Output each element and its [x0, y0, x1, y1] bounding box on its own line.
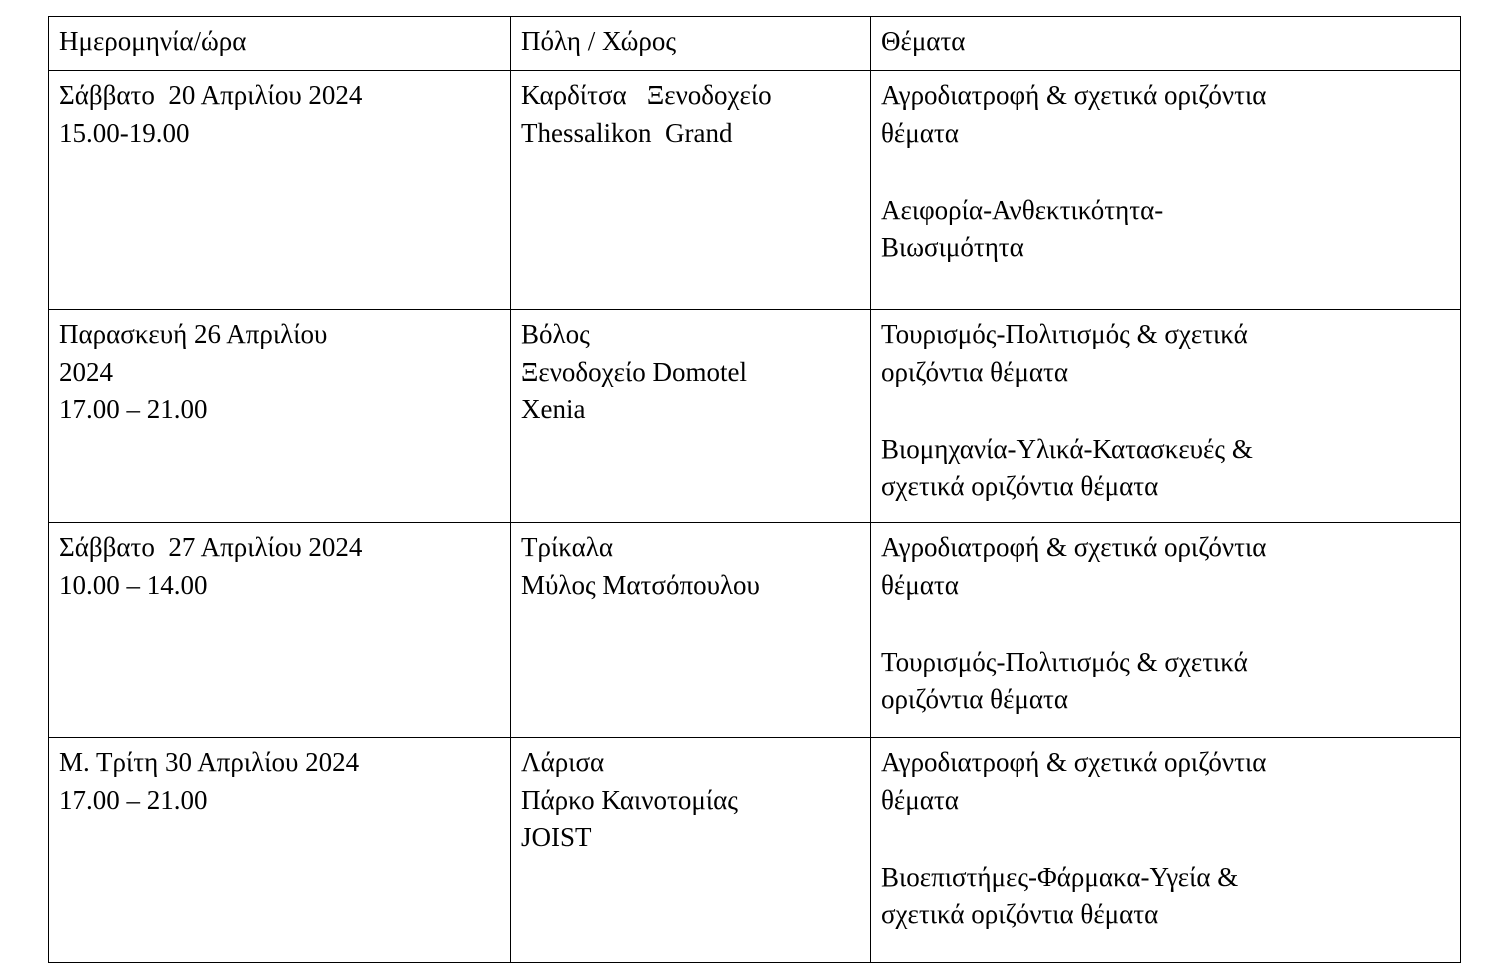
cell-place — [511, 738, 871, 963]
cell-date — [49, 310, 511, 523]
time-line: 15.00-19.00 — [59, 117, 190, 148]
topic-line: Αγροδιατροφή & σχετικά οριζόντια — [881, 80, 1267, 111]
topic-item — [881, 644, 1450, 719]
place-line: JOIST — [521, 821, 592, 852]
column-header-date: Ημερομηνία/ώρα — [49, 17, 511, 71]
cell-place — [511, 523, 871, 738]
topic-spacer — [881, 391, 1450, 431]
topic-item — [881, 744, 1450, 819]
topic-line: οριζόντια θέματα — [881, 356, 1069, 387]
topic-line: Βιοεπιστήμες-Φάρμακα-Υγεία & — [881, 861, 1239, 892]
table-header-row — [49, 17, 1461, 71]
cell-topics — [871, 523, 1461, 738]
topic-item — [881, 859, 1450, 934]
topic-line: θέματα — [881, 784, 959, 815]
place-line: Ξενοδοχείο Domotel — [521, 356, 747, 387]
place-line: Xenia — [521, 393, 586, 424]
cell-date — [49, 523, 511, 738]
cell-date — [49, 738, 511, 963]
cell-place — [511, 71, 871, 310]
date-line: 2024 — [59, 356, 113, 387]
topic-line: σχετικά οριζόντια θέματα — [881, 899, 1159, 929]
topic-line: θέματα — [881, 117, 959, 148]
topic-item — [881, 529, 1450, 604]
topic-line: Αγροδιατροφή & σχετικά οριζόντια — [881, 747, 1267, 778]
date-line: Σάββατο 27 Απριλίου 2024 — [59, 532, 363, 563]
time-line: 10.00 – 14.00 — [59, 569, 208, 600]
place-line: Καρδίτσα Ξενοδοχείο — [521, 80, 772, 111]
topic-spacer — [881, 152, 1450, 192]
cell-topics — [871, 738, 1461, 963]
date-line: Παρασκευή 26 Απριλίου — [59, 319, 328, 350]
cell-date — [49, 71, 511, 310]
date-line: Σάββατο 20 Απριλίου 2024 — [59, 80, 363, 111]
table-row — [49, 71, 1461, 310]
topic-line: οριζόντια θέματα — [881, 684, 1069, 714]
place-line: Πάρκο Καινοτομίας — [521, 784, 738, 815]
topic-line: Τουρισμός-Πολιτισμός & σχετικά — [881, 646, 1248, 677]
place-line: Thessalikon Grand — [521, 117, 733, 148]
topic-line: Αειφορία-Ανθεκτικότητα- — [881, 194, 1164, 225]
topic-spacer — [881, 819, 1450, 859]
topic-line: σχετικά οριζόντια θέματα — [881, 471, 1159, 501]
cell-place — [511, 310, 871, 523]
table-row — [49, 738, 1461, 963]
table-body — [49, 71, 1461, 963]
topic-line: Βιωσιμότητα — [881, 232, 1024, 262]
time-line: 17.00 – 21.00 — [59, 393, 208, 424]
table-row — [49, 523, 1461, 738]
topic-item — [881, 316, 1450, 391]
time-line: 17.00 – 21.00 — [59, 784, 208, 815]
topic-line: θέματα — [881, 569, 959, 600]
topic-spacer — [881, 604, 1450, 644]
table-header — [49, 17, 1461, 71]
topic-item — [881, 192, 1450, 267]
table-row — [49, 310, 1461, 523]
topic-item — [881, 77, 1450, 152]
topic-item — [881, 431, 1450, 506]
place-line: Λάρισα — [521, 747, 605, 778]
date-line: Μ. Τρίτη 30 Απριλίου 2024 — [59, 747, 360, 778]
topic-line: Αγροδιατροφή & σχετικά οριζόντια — [881, 532, 1267, 563]
topic-line: Τουρισμός-Πολιτισμός & σχετικά — [881, 319, 1248, 350]
place-line: Βόλος — [521, 319, 590, 350]
schedule-table — [48, 16, 1461, 963]
place-line: Τρίκαλα — [521, 532, 613, 563]
cell-topics — [871, 71, 1461, 310]
cell-topics — [871, 310, 1461, 523]
place-line: Μύλος Ματσόπουλου — [521, 569, 760, 600]
topic-line: Βιομηχανία-Υλικά-Κατασκευές & — [881, 433, 1253, 464]
column-header-topics: Θέματα — [871, 17, 1461, 71]
column-header-place: Πόλη / Χώρος — [511, 17, 871, 71]
